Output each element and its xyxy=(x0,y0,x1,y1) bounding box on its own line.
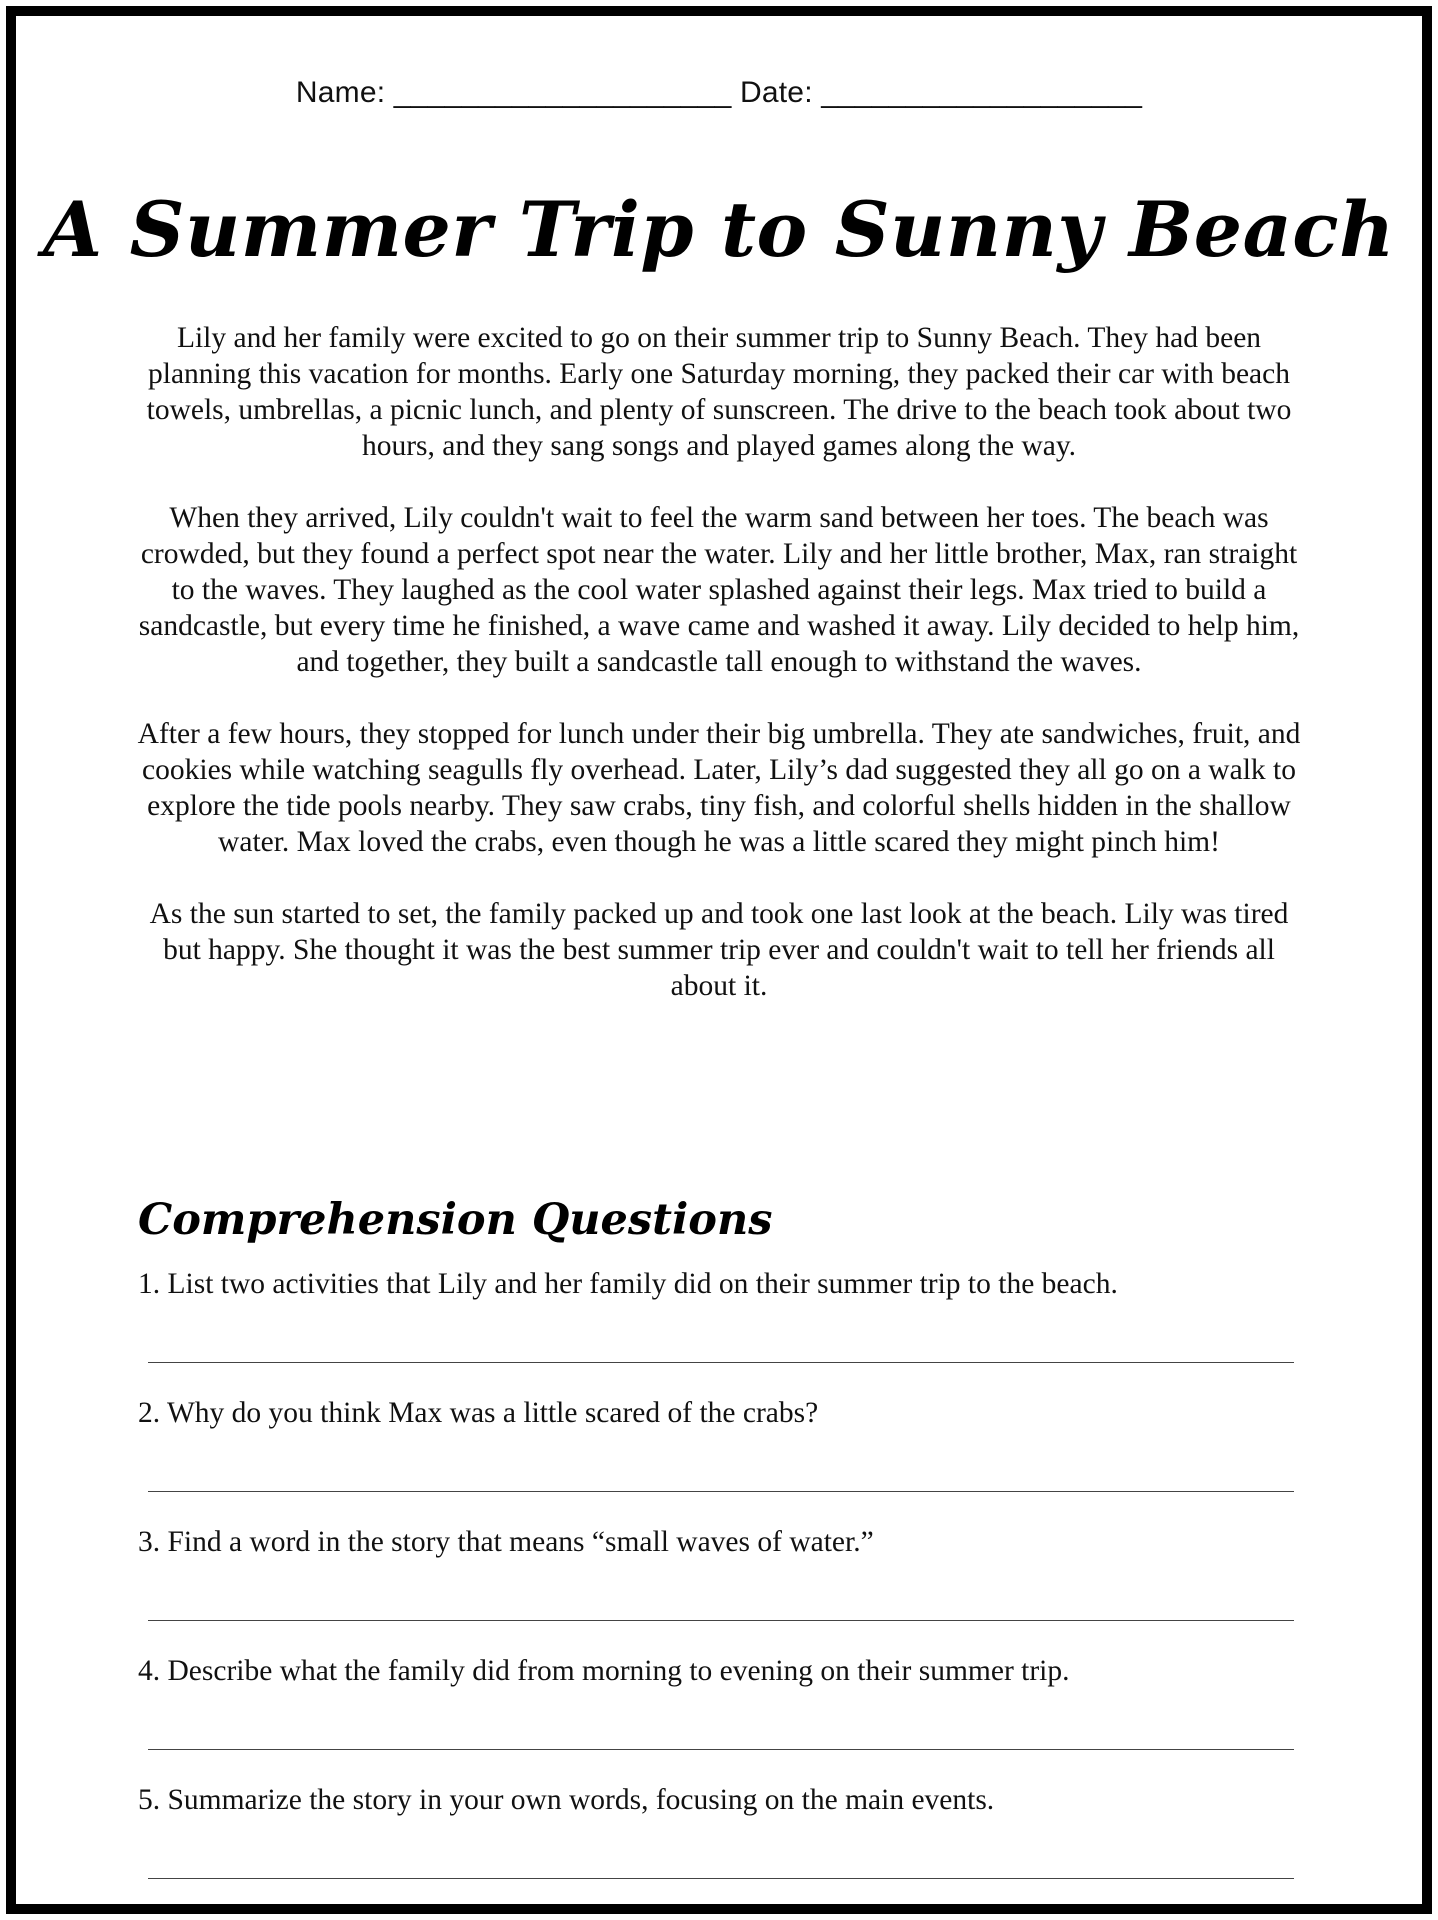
question-3: 3. Find a word in the story that means “small waves of water.” xyxy=(138,1526,874,1558)
story-text xyxy=(136,320,1302,1040)
story-paragraph-3: After a few hours, they stopped for lunch under their big umbrella. They ate sandwiches, fruit, and cookies while watching seagulls fly overhead. Later, Lily’s dad suggested they all go on a walk to explore the tide pools nearby. They saw crabs, tiny fish, and colorful shells hidden in the shallow water. Max loved the crabs, even though he was a little scared they might pinch him! xyxy=(137,718,1301,858)
page-title: A Summer Trip to Sunny Beach xyxy=(43,185,1395,274)
answer-line-4[interactable] xyxy=(148,1749,1294,1750)
question-5: 5. Summarize the story in your own words, focusing on the main events. xyxy=(138,1784,995,1816)
questions-heading: Comprehension Questions xyxy=(138,1195,773,1245)
answer-line-2[interactable] xyxy=(148,1491,1294,1492)
question-2: 2. Why do you think Max was a little scared of the crabs? xyxy=(138,1397,819,1429)
answer-line-1[interactable] xyxy=(148,1362,1294,1363)
answer-line-5[interactable] xyxy=(148,1878,1294,1879)
question-1: 1. List two activities that Lily and her family did on their summer trip to the beach. xyxy=(138,1268,1118,1300)
story-paragraph-4: As the sun started to set, the family packed up and took one last look at the beach. Lily was tired but happy. She thought it was the best summer trip ever and couldn't wait to tell her friends all about it. xyxy=(149,898,1289,1002)
name-date-line: Name: ____________________ Date: ___________________ xyxy=(295,76,1143,109)
question-4: 4. Describe what the family did from morning to evening on their summer trip. xyxy=(138,1655,1070,1687)
story-paragraph-1: Lily and her family were excited to go on their summer trip to Sunny Beach. They had been planning this vacation for months. Early one Saturday morning, they packed their car with beach towels, umbrellas, a picnic lunch, and plenty of sunscreen. The drive to the beach took about two hours, and they sang songs and played games along the way. xyxy=(146,322,1292,462)
story-paragraph-2: When they arrived, Lily couldn't wait to feel the warm sand between her toes. The beach was crowded, but they found a perfect spot near the water. Lily and her little brother, Max, ran straight to the waves. They laughed as the cool water splashed against their legs. Max tried to build a sandcastle, but every time he finished, a wave came and washed it away. Lily decided to help him, and together, they built a sandcastle tall enough to withstand the waves. xyxy=(138,502,1300,678)
answer-line-3[interactable] xyxy=(148,1620,1294,1621)
